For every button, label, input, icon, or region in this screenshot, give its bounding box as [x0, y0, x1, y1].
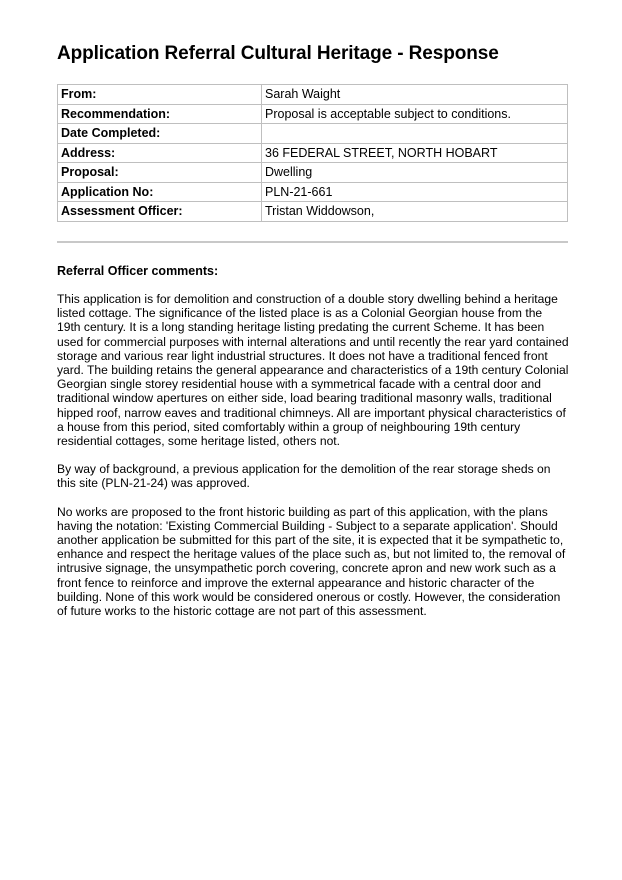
- details-row-application-no: [58, 182, 568, 202]
- details-row-date-completed: [58, 124, 568, 144]
- details-value: [262, 124, 568, 144]
- comments-paragraph: This application is for demolition and construction of a double story dwelling behind a heritage listed cottage. The significance of the listed place is as a Colonial Georgian house from the 19th century. It is a long standing heritage listing predating the current Scheme. It has been used for commercial purposes with internal alterations and until recently the rear yard contained storage and various rear light industrial structures. It does not have a traditional fenced front yard. The building retains the general appearance and characteristics of a 19th century Colonial Georgian single storey residential house with a symmetrical facade with a central door and traditional window apertures on either side, load bearing traditional masonry walls, traditional hipped roof, narrow eaves and traditional chimneys. All are important physical characteristics of a house from this period, sited comfortably within a group of neighbouring 19th century residential cottages, some heritage listed, others not.: [57, 292, 569, 449]
- comments-paragraph: By way of background, a previous application for the demolition of the rear storage sheds on this site (PLN-21-24) was approved.: [57, 462, 551, 491]
- details-value: Dwelling: [262, 163, 568, 183]
- details-value: 36 FEDERAL STREET, NORTH HOBART: [262, 143, 568, 163]
- details-label: Proposal:: [58, 163, 262, 183]
- details-label: Application No:: [58, 182, 262, 202]
- details-row-assessment-officer: [58, 202, 568, 222]
- details-value: Proposal is acceptable subject to conditions.: [262, 104, 568, 124]
- page-title: Application Referral Cultural Heritage - Response: [57, 43, 499, 64]
- details-label: Date Completed:: [58, 124, 262, 144]
- details-row-from: [58, 85, 568, 105]
- application-details-table: [57, 84, 568, 222]
- details-label: Recommendation:: [58, 104, 262, 124]
- details-row-address: [58, 143, 568, 163]
- comments-body: [57, 292, 569, 632]
- comments-paragraph: No works are proposed to the front historic building as part of this application, with the plans having the notation: 'Existing Commercial Building - Subject to a separate application'. Should another application be submitted for this part of the site, it is expected that it be sympathetic to, enhance and respect the heritage values of the place such as, but not limited to, the removal of intrusive signage, the unsympathetic porch covering, concrete apron and new work such as a front fence to reinforce and improve the external appearance and historic character of the building. None of this work would be considered onerous or costly. However, the consideration of future works to the historic cottage are not part of this assessment.: [57, 504, 566, 619]
- details-value: PLN-21-661: [262, 182, 568, 202]
- details-value: Tristan Widdowson,: [262, 202, 568, 222]
- details-label: Address:: [58, 143, 262, 163]
- details-value: Sarah Waight: [262, 85, 568, 105]
- details-row-recommendation: [58, 104, 568, 124]
- details-label: Assessment Officer:: [58, 202, 262, 222]
- section-divider: [57, 241, 568, 243]
- details-row-proposal: [58, 163, 568, 183]
- details-label: From:: [58, 85, 262, 105]
- comments-heading: Referral Officer comments:: [57, 264, 219, 278]
